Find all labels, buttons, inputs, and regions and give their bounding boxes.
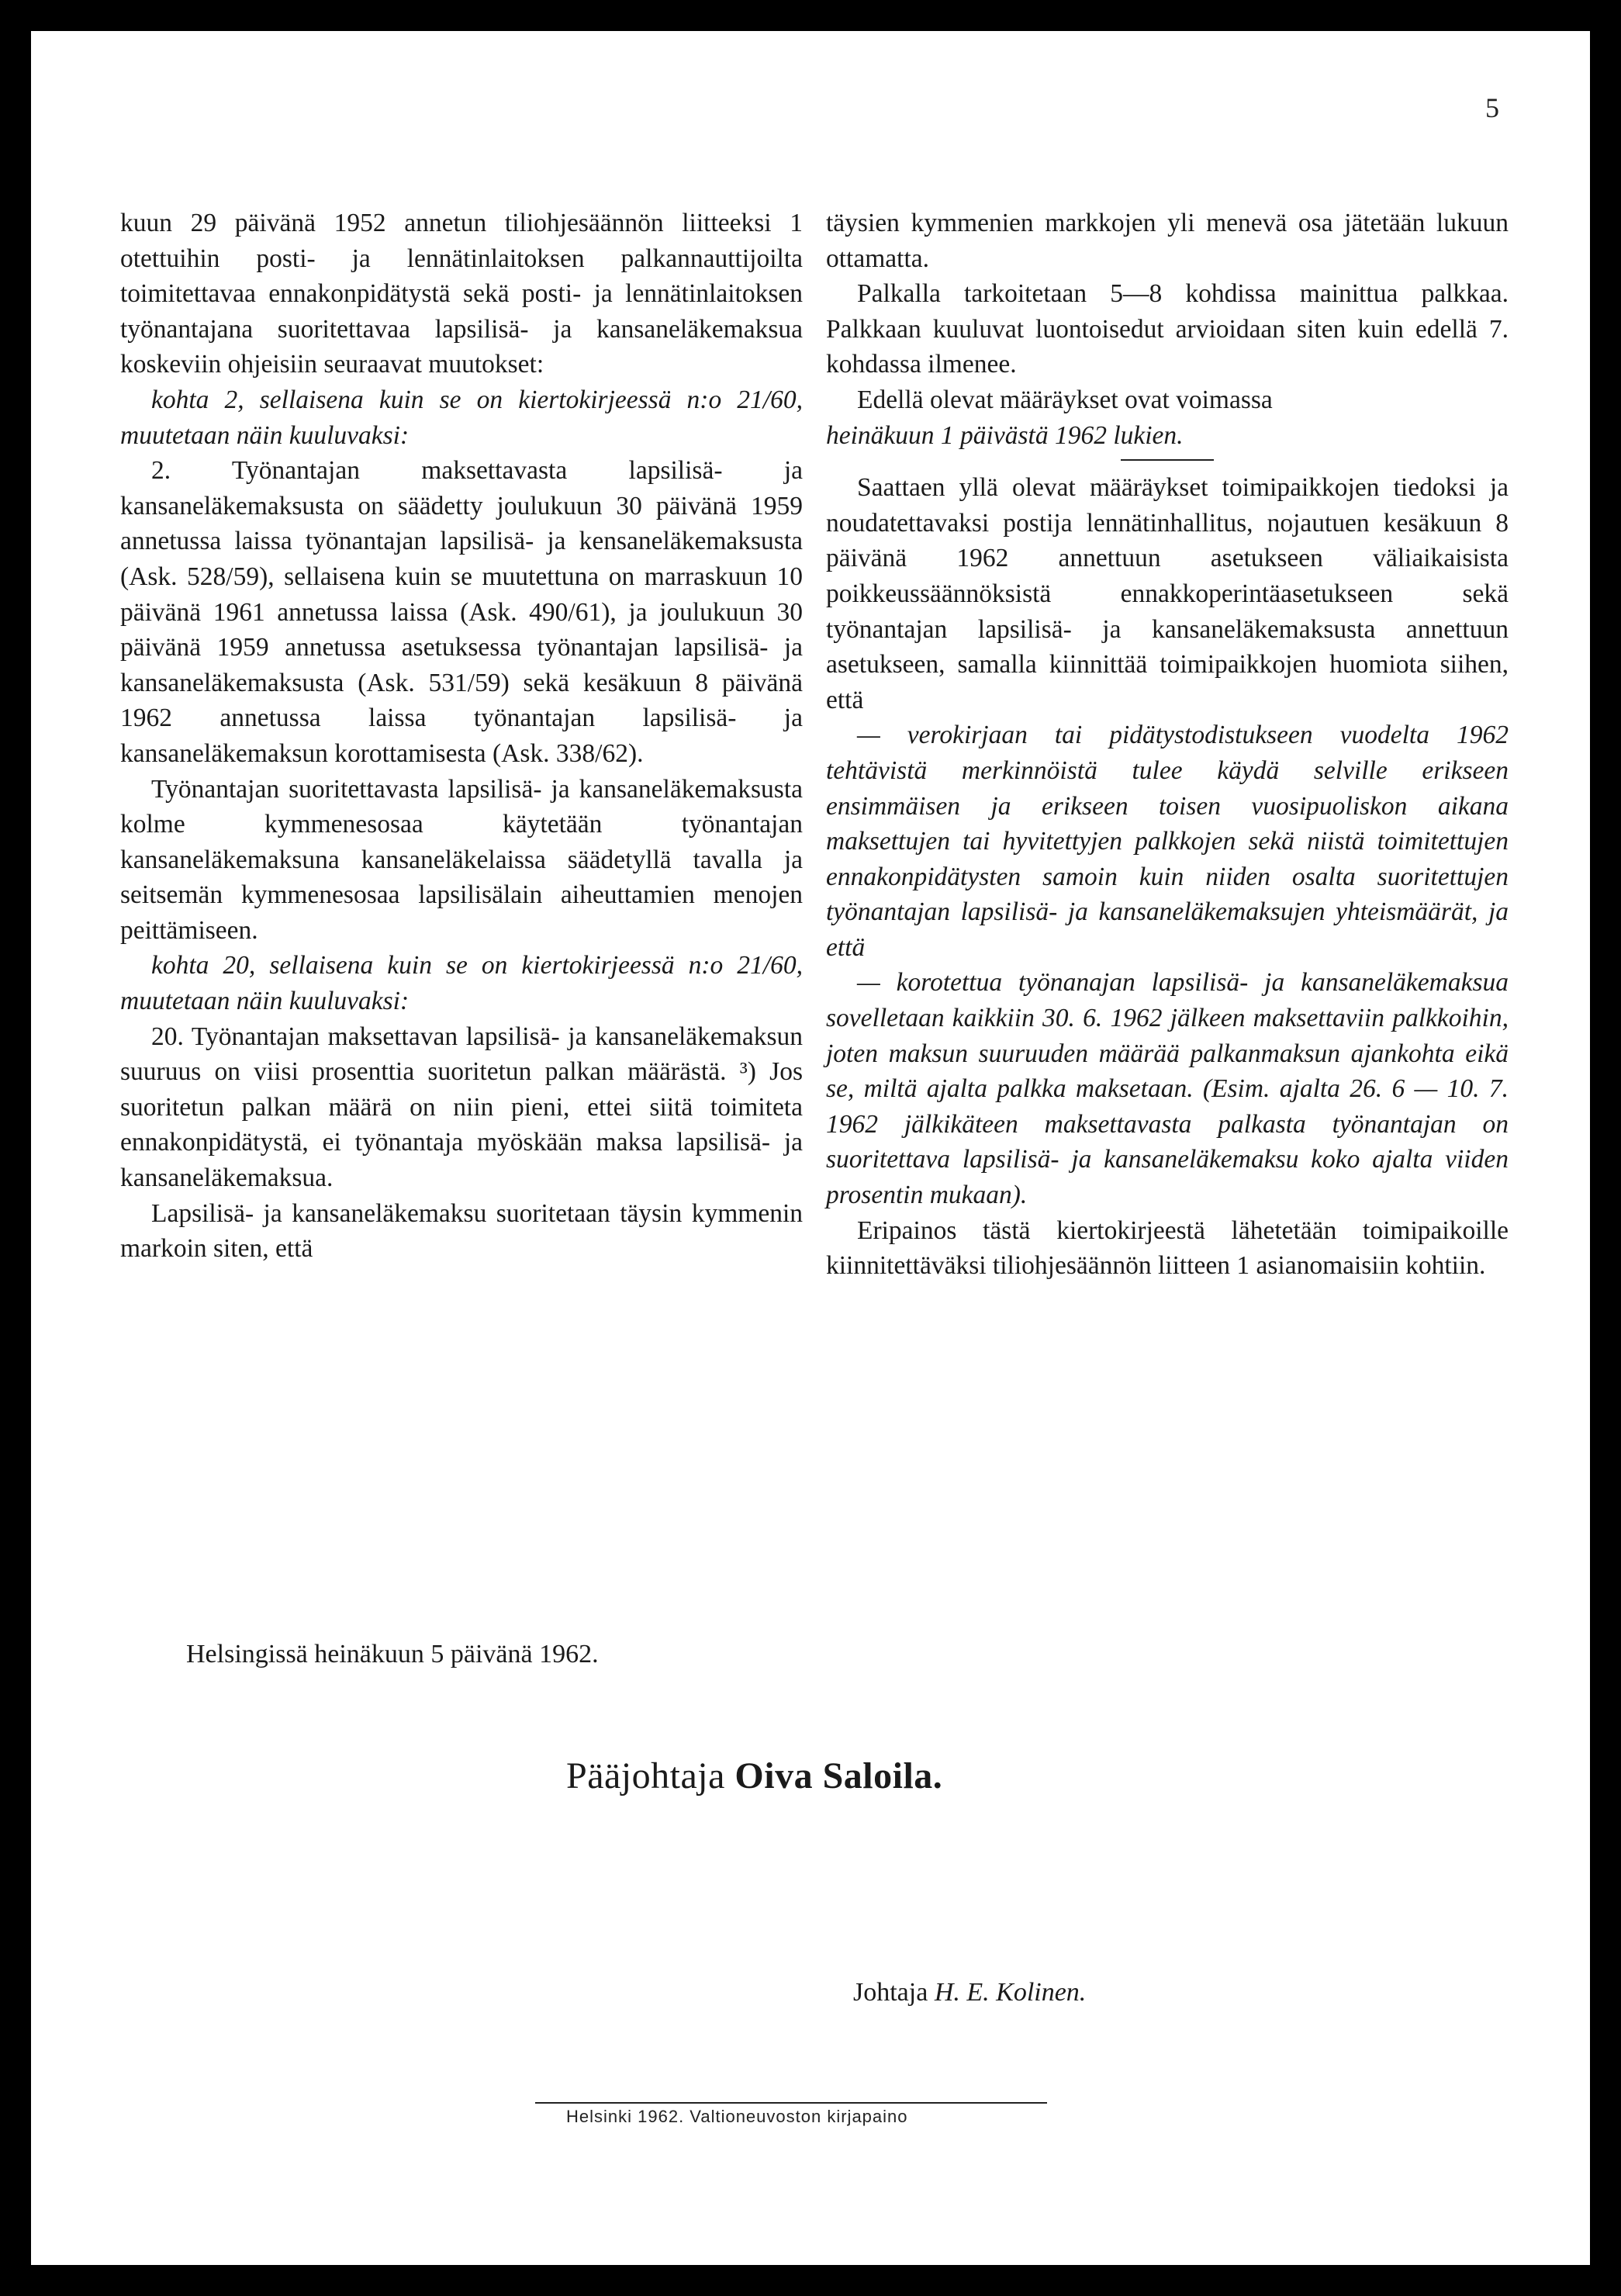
signature-main — [566, 1755, 942, 1797]
paragraph: 20. Työnantajan maksettavan lapsilisä- ja kansaneläkemaksun suuruus on viisi prosenttia suoritetun palkan määrästä. ³) Jos suoritetun palkan määrä on niin pieni, ettei siitä toimiteta ennakonpidätystä, ei työnantaja myöskään maksa lapsilisä- ja kansaneläkemaksua. — [120, 1022, 803, 1193]
paragraph-heading: kohta 20, sellaisena kuin se on kiertokirjeessä n:o 21/60, muutetaan näin kuuluvaksi: — [120, 951, 803, 1016]
left-column — [120, 206, 803, 1267]
dateline: Helsingissä heinäkuun 5 päivänä 1962. — [186, 1640, 599, 1668]
printer-imprint: Helsinki 1962. Valtioneuvoston kirjapaino — [566, 2107, 908, 2126]
paragraph: täysien kymmenien markkojen yli menevä osa jätetään lukuun ottamatta. — [826, 209, 1509, 273]
paragraph: — verokirjaan tai pidätystodistukseen vuodelta 1962 tehtävistä merkinnöistä tulee käydä selville erikseen ensimmäisen ja erikseen toisen vuosipuoliskon aikana maksettujen tai hyvitettyjen palkkojen sekä niistä toimitettujen ennakonpidätysten samoin kuin niiden osalta suoritettujen työnantajan lapsilisä- ja kansaneläkemaksujen yhteismäärät, ja että — [826, 721, 1509, 962]
page-number: 5 — [1485, 92, 1499, 123]
signature-director — [853, 1978, 1086, 2007]
right-column — [826, 206, 1509, 1284]
paragraph: Edellä olevat määräykset ovat voimassa — [857, 385, 1273, 414]
paragraph: kuun 29 päivänä 1952 annetun tiliohjesäännön liitteeksi 1 otettuihin posti- ja lennätinlaitoksen palkannauttijoilta toimitettavaa ennakonpidätystä sekä posti- ja lennätinlaitoksen työnantajana suoritettavaa lapsilisä- ja kansaneläkemaksua koskeviin ohjeisiin seuraavat muutokset: — [120, 209, 803, 379]
signature-title: Pääjohtaja — [566, 1755, 725, 1796]
paragraph: Lapsilisä- ja kansaneläkemaksu suoritetaan täysin kymmenin markoin siten, että — [120, 1198, 803, 1264]
signature-name: Oiva Saloila. — [734, 1755, 943, 1796]
section-divider — [1121, 459, 1214, 461]
paragraph: Palkalla tarkoitetaan 5—8 kohdissa mainittua palkkaa. Palkkaan kuuluvat luontoisedut arvioidaan siten kuin edellä 7. kohdassa ilmenee. — [826, 279, 1509, 379]
scan-border — [1602, 31, 1621, 2265]
paragraph: 2. Työnantajan maksettavasta lapsilisä- ja kansaneläkemaksusta on säädetty joulukuun 30 päivänä 1959 annetussa laissa työnantajan lapsilisä- ja kensaneläkemaksusta (Ask. 528/59), sellaisena kuin se muutettuna on marraskuun 10 päivänä 1961 annetussa laissa (Ask. 490/61), ja joulukuun 30 päivänä 1959 annetussa asetuksessa työnantajan lapsilisä- ja kansaneläkemaksusta (Ask. 531/59) sekä kesäkuun 8 päivänä 1962 annetussa laissa työnantajan lapsilisä- ja kansaneläkemaksun korottamisesta (Ask. 338/62). — [120, 456, 803, 768]
paragraph: Saattaen yllä olevat määräykset toimipaikkojen tiedoksi ja noudatettavaksi postija lennätinhallitus, nojautuen kesäkuun 8 päivänä 1962 annettuun asetukseen väliaikaisista poikkeussäännöksistä ennakkoperintäasetukseen sekä työnantajan lapsilisä- ja kansaneläkemaksusta annettuun asetukseen, samalla kiinnittää toimipaikkojen huomiota siihen, että — [826, 473, 1509, 714]
director-name: H. E. Kolinen. — [934, 1978, 1087, 2007]
paragraph: Eripainos tästä kiertokirjeestä lähetetään toimipaikoille kiinnitettäväksi tiliohjesäännön liitteen 1 asianomaisiin kohtiin. — [826, 1215, 1509, 1281]
paragraph: Työnantajan suoritettavasta lapsilisä- ja kansaneläkemaksusta kolme kymmenesosaa käytetään työnantajan kansaneläkemaksuna kansaneläkelaissa säädetyllä tavalla ja seitsemän kymmenesosaa lapsilisälain aiheuttamien menojen peittämiseen. — [120, 774, 803, 945]
paragraph: — korotettua työnanajan lapsilisä- ja kansaneläkemaksua sovelletaan kaikkiin 30. 6. 1962 jälkeen maksettaviin palkkoihin, joten maksun suuruuden määrää palkanmaksun ajankohta eikä se, miltä ajalta palkka maksetaan. (Esim. ajalta 26. 6 — 10. 7. 1962 jälkikäteen maksettavasta palkasta työnantajan on suoritettava lapsilisä- ja kansaneläkemaksu koko ajalta viiden prosentin mukaan). — [826, 968, 1509, 1210]
document-page — [31, 31, 1590, 2265]
director-title: Johtaja — [853, 1978, 928, 2007]
printer-divider — [535, 2102, 1047, 2104]
paragraph: heinäkuun 1 päivästä 1962 lukien. — [826, 420, 1184, 450]
paragraph-heading: kohta 2, sellaisena kuin se on kiertokirjeessä n:o 21/60, muutetaan näin kuuluvaksi: — [120, 385, 803, 450]
